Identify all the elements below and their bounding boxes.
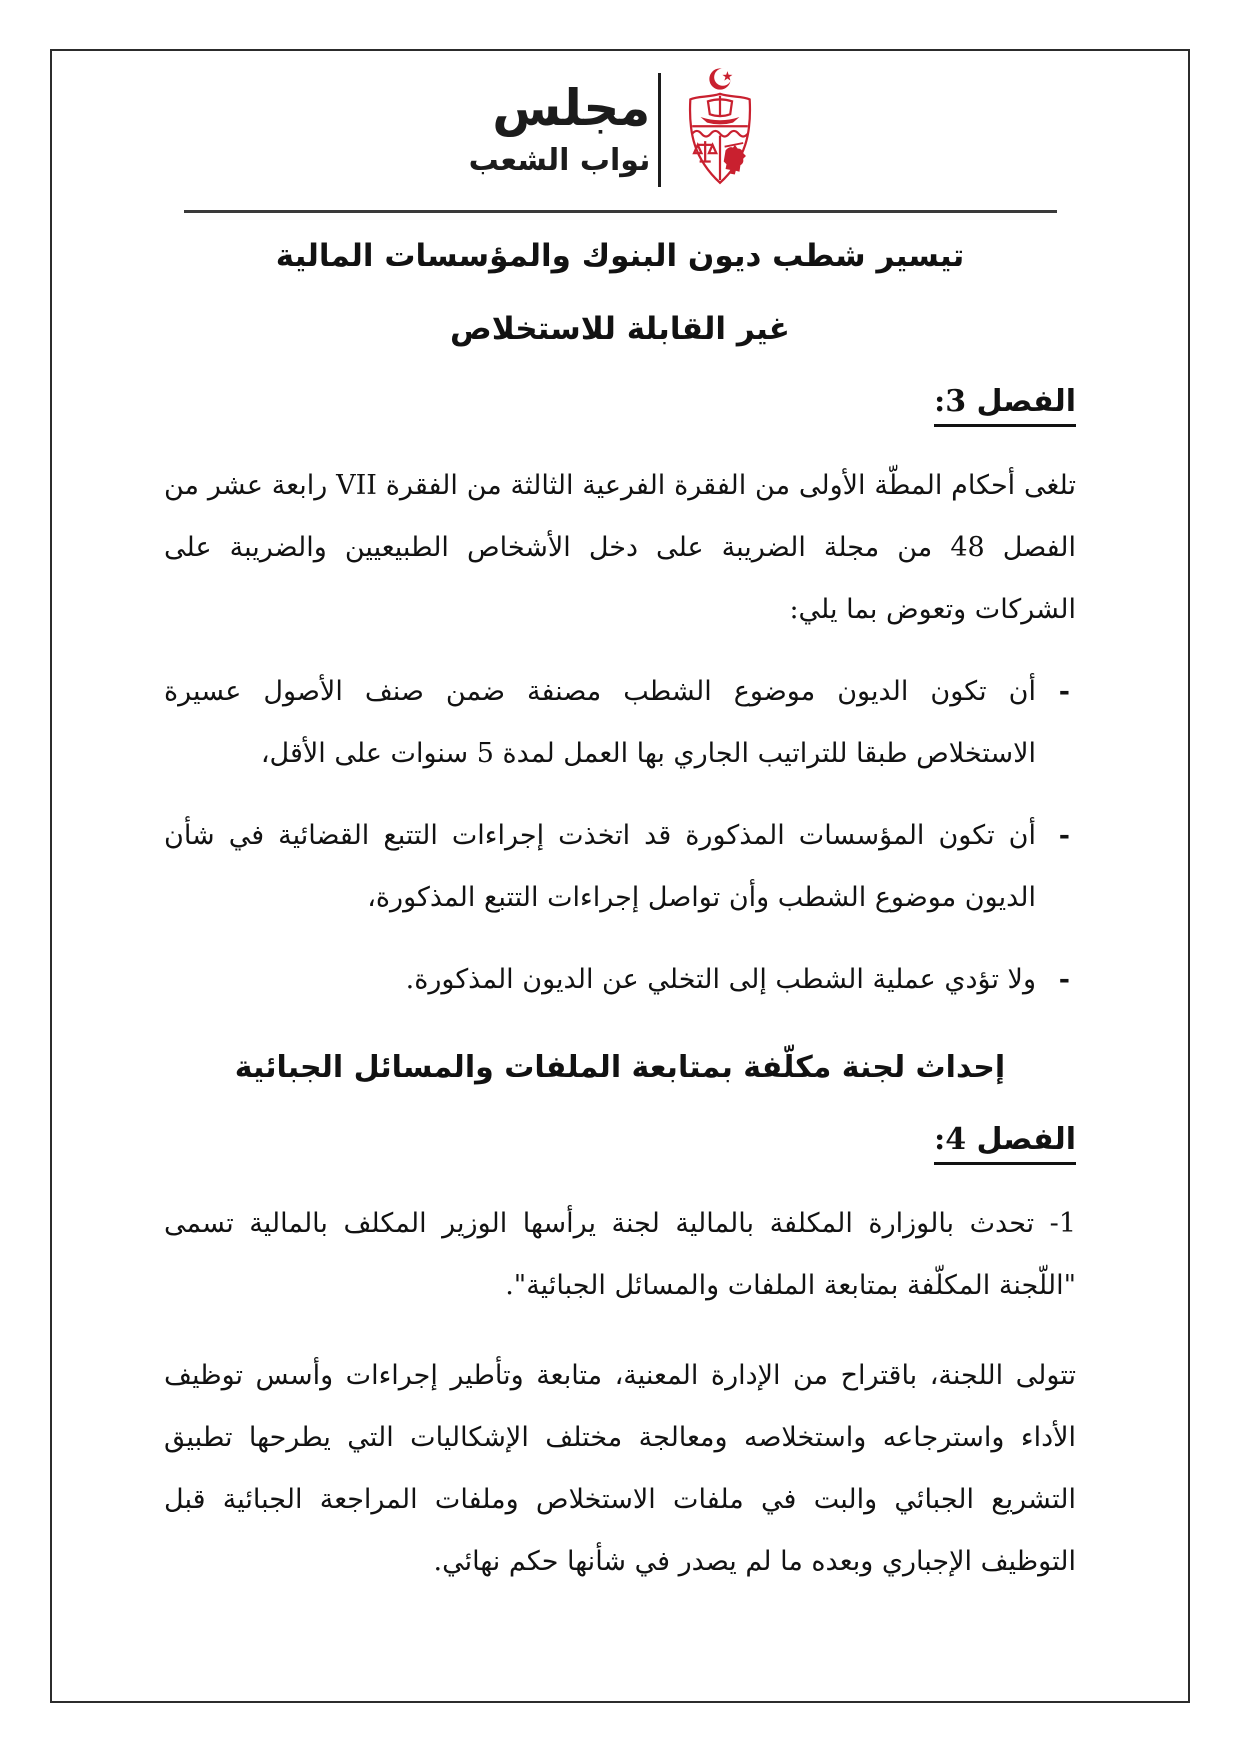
section3-intro-paragraph: تلغى أحكام المطّة الأولى من الفقرة الفرعية الثالثة من الفقرة VII رابعة عشر من الفصل 48 من مجلة الضريبة على دخل الأشخاص الطبيعيين والضريبة على الشركات وتعوض بما يلي:	[164, 469, 1076, 625]
bullet-text: ولا تؤدي عملية الشطب إلى التخلي عن الديون المذكورة.	[405, 963, 1036, 995]
document-page	[50, 49, 1190, 1703]
logo-divider	[658, 73, 661, 187]
assembly-logo-text	[468, 79, 651, 178]
bullet-dash: -	[1058, 819, 1070, 851]
scales-pan-right	[709, 145, 716, 153]
bullet-dash: -	[1058, 963, 1070, 995]
committee-section-heading: إحداث لجنة مكلّفة بمتابعة الملفات والمسائل الجبائية	[234, 1049, 1006, 1085]
ship-hull	[701, 117, 740, 124]
header	[52, 65, 1188, 195]
chapter-4-heading	[164, 1122, 1076, 1165]
bullet-text: أن تكون المؤسسات المذكورة قد اتخذت إجراءات التتبع القضائية في شأن الديون موضوع الشطب وأن تواصل إجراءات التتبع المذكورة،	[164, 819, 1036, 913]
document-content	[52, 235, 1188, 1593]
lion-sword	[725, 143, 744, 147]
header-separator-rule	[184, 210, 1057, 213]
chapter-3-heading-text: الفصل 3:	[934, 384, 1076, 427]
section3-bullet-list	[164, 661, 1076, 1011]
list-item	[164, 805, 1076, 929]
bullet-text: أن تكون الديون موضوع الشطب مصنفة ضمن صنف الأصول عسيرة الاستخلاص طبقا للتراتيب الجاري بها العمل لمدة 5 سنوات على الأقل،	[164, 675, 1036, 769]
tunisia-emblem-icon	[669, 65, 771, 195]
logo-subtitle: نواب الشعب	[468, 142, 651, 178]
list-item	[164, 949, 1076, 1011]
section4-paragraph-2: تتولى اللجنة، باقتراح من الإدارة المعنية، متابعة وتأطير إجراءات وأسس توظيف الأداء واسترجاعه واستخلاصه ومعالجة مختلف الإشكاليات التي يطرحها تطبيق التشريع الجبائي والبت في ملفات الاستخلاص وملفات المراجعة الجبائية قبل التوظيف الإجباري وبعده ما لم يصدر في شأنها حكم نهائي.	[164, 1359, 1076, 1577]
chapter-4-heading-text: الفصل 4:	[934, 1122, 1076, 1165]
bullet-dash: -	[1058, 675, 1070, 707]
document-title-line1: تيسير شطب ديون البنوك والمؤسسات المالية	[275, 238, 965, 274]
document-title-line2: غير القابلة للاستخلاص	[450, 311, 790, 348]
section4-paragraph-1: 1- تحدث بالوزارة المكلفة بالمالية لجنة يرأسها الوزير المكلف بالمالية تسمى "اللّجنة المكلّفة بمتابعة الملفات والمسائل الجبائية".	[164, 1207, 1076, 1301]
logo-title: مجلس	[492, 79, 651, 138]
chapter-3-heading	[164, 384, 1076, 427]
list-item	[164, 661, 1076, 785]
